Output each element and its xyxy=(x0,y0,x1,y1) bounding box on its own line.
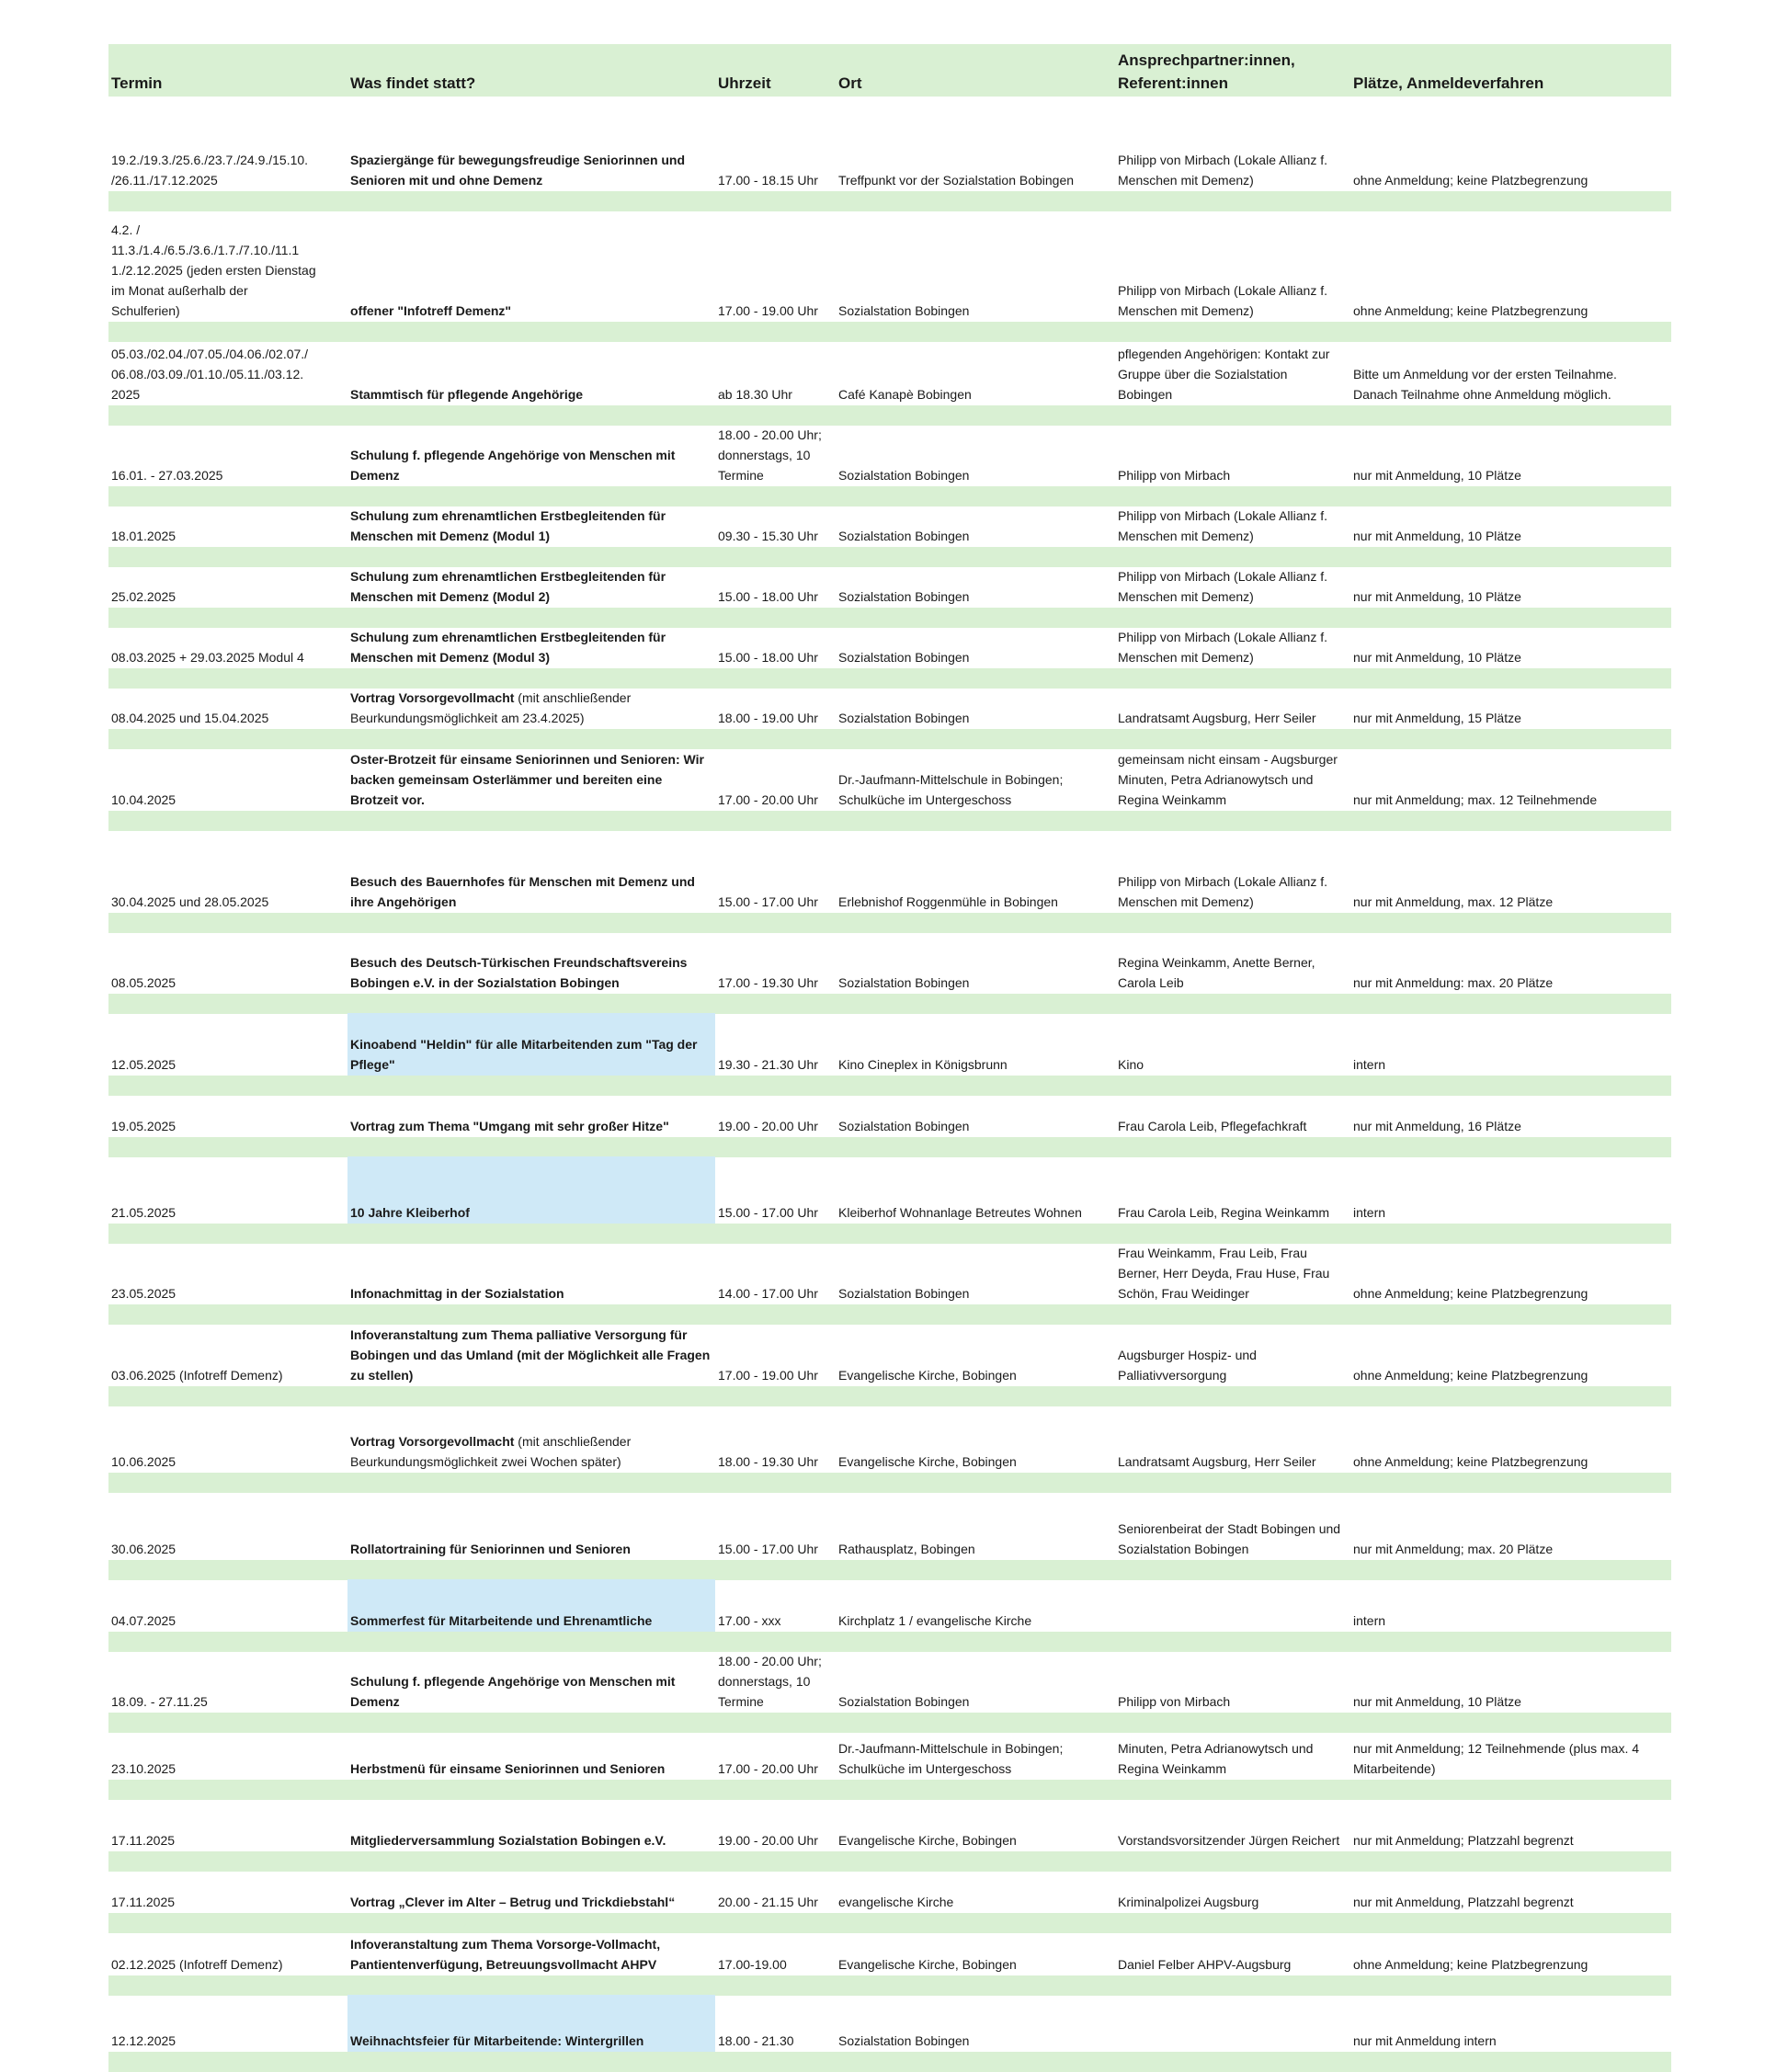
table-row xyxy=(108,1933,1671,1975)
cell-ansprech: Frau Weinkamm, Frau Leib, Frau Berner, Herr Deyda, Frau Huse, Frau Schön, Frau Weidinger xyxy=(1118,1246,1330,1301)
cell-termin: 21.05.2025 xyxy=(111,1205,176,1220)
cell-ansprech: Philipp von Mirbach xyxy=(1118,1694,1231,1709)
table-row xyxy=(108,211,1671,322)
cell-termin: 18.09. - 27.11.25 xyxy=(111,1694,208,1709)
cell-ansprech: Philipp von Mirbach (Lokale Allianz f. Menschen mit Demenz) xyxy=(1118,508,1328,543)
cell-plaetze: nur mit Anmeldung, 10 Plätze xyxy=(1353,650,1521,665)
cell-event: Oster-Brotzeit für einsame Seniorinnen und Senioren: Wir backen gemeinsam Osterlämmer und bereiten eine Brotzeit vor. xyxy=(350,752,704,807)
cell-termin: 25.02.2025 xyxy=(111,589,176,604)
row-spacer xyxy=(108,831,1671,851)
cell-termin: 16.01. - 27.03.2025 xyxy=(111,468,223,483)
table-row xyxy=(108,1800,1671,1851)
cell-ansprech: Minuten, Petra Adrianowytsch und Regina Weinkamm xyxy=(1118,1741,1314,1776)
cell-plaetze: nur mit Anmeldung: max. 20 Plätze xyxy=(1353,975,1554,990)
cell-ort: Evangelische Kirche, Bobingen xyxy=(838,1454,1017,1469)
event-title: Vortrag Vorsorgevollmacht xyxy=(350,1434,515,1449)
cell-termin: 19.05.2025 xyxy=(111,1119,176,1133)
table-body xyxy=(108,97,1671,2072)
cell-event: Kinoabend "Heldin" für alle Mitarbeitenden zum "Tag der Pflege" xyxy=(347,1013,715,1076)
cell-event: Infoveranstaltung zum Thema Vorsorge-Vollmacht, Pantientenverfügung, Betreuungsvollmacht AHPV xyxy=(350,1937,661,1972)
cell-ansprech: Frau Carola Leib, Pflegefachkraft xyxy=(1118,1119,1307,1133)
cell-event: Vortrag „Clever im Alter – Betrug und Trickdiebstahl“ xyxy=(350,1895,676,1909)
cell-ort: Rathausplatz, Bobingen xyxy=(838,1542,975,1556)
cell-event: Stammtisch für pflegende Angehörige xyxy=(350,387,584,402)
cell-ort: Erlebnishof Roggenmühle in Bobingen xyxy=(838,894,1058,909)
cell-uhrzeit: 14.00 - 17.00 Uhr xyxy=(718,1286,818,1301)
row-separator-band xyxy=(108,1137,1671,1157)
cell-plaetze: nur mit Anmeldung, 10 Plätze xyxy=(1353,1694,1521,1709)
cell-event: Rollatortraining für Seniorinnen und Senioren xyxy=(350,1542,631,1556)
row-spacer xyxy=(108,97,1671,126)
cell-event: Infoveranstaltung zum Thema palliative Versorgung für Bobingen und das Umland (mit der Möglichkeit alle Fragen zu stellen) xyxy=(350,1327,711,1383)
row-separator-band xyxy=(108,668,1671,689)
row-separator-band xyxy=(108,1632,1671,1652)
header-ansprech: Ansprechpartner:innen, Referent:innen xyxy=(1118,51,1295,92)
cell-ansprech: Philipp von Mirbach (Lokale Allianz f. Menschen mit Demenz) xyxy=(1118,283,1328,318)
row-separator-band xyxy=(108,486,1671,507)
cell-plaetze: nur mit Anmeldung intern xyxy=(1353,2033,1497,2048)
cell-plaetze: intern xyxy=(1353,1613,1386,1628)
cell-ansprech xyxy=(1115,1631,1350,1632)
cell-ort: Sozialstation Bobingen xyxy=(838,529,970,543)
cell-plaetze: nur mit Anmeldung, 10 Plätze xyxy=(1353,529,1521,543)
row-separator-band xyxy=(108,1304,1671,1325)
row-separator-band xyxy=(108,405,1671,426)
table-row xyxy=(108,1096,1671,1137)
cell-termin: 4.2. / 11.3./1.4./6.5./3.6./1.7./7.10./11.1 1./2.12.2025 (jeden ersten Dienstag im Monat außerhalb der Schulferien) xyxy=(111,222,316,318)
event-schedule-table xyxy=(108,44,1671,2072)
cell-ort: Sozialstation Bobingen xyxy=(838,303,970,318)
cell-termin: 08.04.2025 und 15.04.2025 xyxy=(111,711,269,725)
cell-uhrzeit: 17.00 - 20.00 Uhr xyxy=(718,792,818,807)
table-row xyxy=(108,1580,1671,1632)
table-row xyxy=(108,126,1671,191)
cell-uhrzeit: 18.00 - 19.00 Uhr xyxy=(718,711,818,725)
cell-ort: Sozialstation Bobingen xyxy=(838,711,970,725)
cell-ort: Evangelische Kirche, Bobingen xyxy=(838,1957,1017,1972)
table-row xyxy=(108,1014,1671,1076)
cell-uhrzeit: 17.00 - 19.00 Uhr xyxy=(718,303,818,318)
row-separator-band xyxy=(108,2052,1671,2072)
cell-uhrzeit: 15.00 - 18.00 Uhr xyxy=(718,589,818,604)
cell-ort: Sozialstation Bobingen xyxy=(838,1119,970,1133)
table-row xyxy=(108,1406,1671,1473)
cell-termin: 23.05.2025 xyxy=(111,1286,176,1301)
cell-ansprech: Seniorenbeirat der Stadt Bobingen und Sozialstation Bobingen xyxy=(1118,1521,1341,1556)
cell-ansprech: Philipp von Mirbach (Lokale Allianz f. Menschen mit Demenz) xyxy=(1118,874,1328,909)
cell-ort: Evangelische Kirche, Bobingen xyxy=(838,1833,1017,1848)
cell-plaetze: nur mit Anmeldung, 15 Plätze xyxy=(1353,711,1521,725)
table-row xyxy=(108,851,1671,913)
row-separator-band xyxy=(108,1224,1671,1244)
header-termin: Termin xyxy=(111,74,163,92)
cell-plaetze: intern xyxy=(1353,1205,1386,1220)
cell-uhrzeit: 15.00 - 17.00 Uhr xyxy=(718,1542,818,1556)
cell-plaetze: ohne Anmeldung; keine Platzbegrenzung xyxy=(1353,303,1588,318)
cell-ansprech: Frau Carola Leib, Regina Weinkamm xyxy=(1118,1205,1330,1220)
row-separator-band xyxy=(108,1560,1671,1580)
cell-termin: 18.01.2025 xyxy=(111,529,176,543)
row-separator-band xyxy=(108,1780,1671,1800)
table-row xyxy=(108,689,1671,729)
cell-ort: Sozialstation Bobingen xyxy=(838,650,970,665)
cell-ort: Sozialstation Bobingen xyxy=(838,975,970,990)
cell-termin: 10.06.2025 xyxy=(111,1454,176,1469)
cell-uhrzeit: 17.00 - 19.00 Uhr xyxy=(718,1368,818,1383)
cell-ort: Sozialstation Bobingen xyxy=(838,468,970,483)
cell-ansprech: Vorstandsvorsitzender Jürgen Reichert xyxy=(1118,1833,1340,1848)
cell-uhrzeit: 15.00 - 17.00 Uhr xyxy=(718,894,818,909)
cell-termin: 08.03.2025 + 29.03.2025 Modul 4 xyxy=(111,650,304,665)
cell-ort: Sozialstation Bobingen xyxy=(838,589,970,604)
cell-uhrzeit: 17.00-19.00 xyxy=(718,1957,787,1972)
cell-event: Sommerfest für Mitarbeitende und Ehrenamtliche xyxy=(347,1579,715,1632)
cell-plaetze: nur mit Anmeldung; max. 12 Teilnehmende xyxy=(1353,792,1598,807)
row-separator-band xyxy=(108,1386,1671,1406)
cell-event: Besuch des Deutsch-Türkischen Freundschaftsvereins Bobingen e.V. in der Sozialstation Bobingen xyxy=(350,955,688,990)
cell-event: Herbstmenü für einsame Seniorinnen und Senioren xyxy=(350,1761,666,1776)
cell-uhrzeit: 18.00 - 19.30 Uhr xyxy=(718,1454,818,1469)
row-separator-band xyxy=(108,322,1671,342)
cell-termin: 30.04.2025 und 28.05.2025 xyxy=(111,894,269,909)
cell-ort: Kirchplatz 1 / evangelische Kirche xyxy=(838,1613,1032,1628)
cell-ort: Sozialstation Bobingen xyxy=(838,1694,970,1709)
cell-termin: 02.12.2025 (Infotreff Demenz) xyxy=(111,1957,283,1972)
cell-ansprech: Augsburger Hospiz- und Palliativversorgung xyxy=(1118,1348,1257,1383)
cell-ort: Evangelische Kirche, Bobingen xyxy=(838,1368,1017,1383)
table-row xyxy=(108,1325,1671,1386)
cell-event xyxy=(347,688,715,729)
cell-uhrzeit: 19.00 - 20.00 Uhr xyxy=(718,1833,818,1848)
cell-event: 10 Jahre Kleiberhof xyxy=(347,1156,715,1224)
header-ort: Ort xyxy=(838,74,862,92)
cell-plaetze: nur mit Anmeldung; max. 20 Plätze xyxy=(1353,1542,1554,1556)
cell-event: Schulung zum ehrenamtlichen Erstbegleitenden für Menschen mit Demenz (Modul 1) xyxy=(350,508,666,543)
table-row xyxy=(108,1157,1671,1224)
event-note: (mit anschließender Beurkundungsmöglichkeit am 23.4.2025) xyxy=(350,690,632,725)
cell-uhrzeit: 17.00 - xxx xyxy=(718,1613,781,1628)
cell-event: Schulung zum ehrenamtlichen Erstbegleitenden für Menschen mit Demenz (Modul 2) xyxy=(350,569,666,604)
cell-uhrzeit: 19.30 - 21.30 Uhr xyxy=(718,1057,818,1072)
cell-plaetze: nur mit Anmeldung; 12 Teilnehmende (plus max. 4 Mitarbeitende) xyxy=(1353,1741,1640,1776)
cell-termin: 30.06.2025 xyxy=(111,1542,176,1556)
cell-uhrzeit: 17.00 - 19.30 Uhr xyxy=(718,975,818,990)
table-row xyxy=(108,1733,1671,1780)
cell-termin: 03.06.2025 (Infotreff Demenz) xyxy=(111,1368,283,1383)
cell-plaetze: Bitte um Anmeldung vor der ersten Teilnahme. Danach Teilnahme ohne Anmeldung möglich. xyxy=(1353,367,1617,402)
cell-ansprech: pflegenden Angehörigen: Kontakt zur Gruppe über die Sozialstation Bobingen xyxy=(1118,347,1330,402)
cell-ansprech xyxy=(1115,2051,1350,2052)
row-separator-band xyxy=(108,547,1671,567)
cell-ort: Sozialstation Bobingen xyxy=(838,2033,970,2048)
cell-termin: 05.03./02.04./07.05./04.06./02.07./ 06.08./03.09./01.10./05.11./03.12. 2025 xyxy=(111,347,309,402)
cell-termin: 17.11.2025 xyxy=(111,1833,176,1848)
cell-ansprech: Philipp von Mirbach (Lokale Allianz f. Menschen mit Demenz) xyxy=(1118,569,1328,604)
table-row xyxy=(108,1244,1671,1304)
cell-plaetze: nur mit Anmeldung, 10 Plätze xyxy=(1353,468,1521,483)
row-separator-band xyxy=(108,1713,1671,1733)
cell-ort: evangelische Kirche xyxy=(838,1895,954,1909)
row-separator-band xyxy=(108,1975,1671,1996)
cell-event: Vortrag zum Thema "Umgang mit sehr großer Hitze" xyxy=(350,1119,669,1133)
table-row xyxy=(108,507,1671,547)
cell-ort: Kino Cineplex in Königsbrunn xyxy=(838,1057,1008,1072)
table-row xyxy=(108,1493,1671,1560)
cell-plaetze: ohne Anmeldung; keine Platzbegrenzung xyxy=(1353,1957,1588,1972)
table-row xyxy=(108,1996,1671,2052)
row-separator-band xyxy=(108,1851,1671,1872)
cell-termin: 08.05.2025 xyxy=(111,975,176,990)
cell-event: Schulung f. pflegende Angehörige von Menschen mit Demenz xyxy=(350,1674,676,1709)
cell-uhrzeit: 15.00 - 18.00 Uhr xyxy=(718,650,818,665)
cell-ansprech: Kino xyxy=(1118,1057,1144,1072)
header-uhrzeit: Uhrzeit xyxy=(718,74,771,92)
cell-ansprech: Daniel Felber AHPV-Augsburg xyxy=(1118,1957,1292,1972)
table-row xyxy=(108,1872,1671,1913)
cell-plaetze: ohne Anmeldung; keine Platzbegrenzung xyxy=(1353,1454,1588,1469)
cell-ansprech: Landratsamt Augsburg, Herr Seiler xyxy=(1118,711,1316,725)
table-row xyxy=(108,567,1671,608)
cell-uhrzeit: 15.00 - 17.00 Uhr xyxy=(718,1205,818,1220)
event-note: (mit anschließender Beurkundungsmöglichkeit zwei Wochen später) xyxy=(350,1434,632,1469)
event-title: Vortrag Vorsorgevollmacht xyxy=(350,690,515,705)
row-separator-band xyxy=(108,994,1671,1014)
cell-uhrzeit: 17.00 - 20.00 Uhr xyxy=(718,1761,818,1776)
cell-event: Mitgliederversammlung Sozialstation Bobingen e.V. xyxy=(350,1833,666,1848)
table-row xyxy=(108,426,1671,486)
cell-event: Spaziergänge für bewegungsfreudige Seniorinnen und Senioren mit und ohne Demenz xyxy=(350,153,686,188)
table-row xyxy=(108,628,1671,668)
cell-ansprech: Philipp von Mirbach (Lokale Allianz f. Menschen mit Demenz) xyxy=(1118,153,1328,188)
row-separator-band xyxy=(108,191,1671,211)
cell-ansprech: Philipp von Mirbach (Lokale Allianz f. Menschen mit Demenz) xyxy=(1118,630,1328,665)
cell-uhrzeit: ab 18.30 Uhr xyxy=(718,387,792,402)
cell-event xyxy=(347,1431,715,1473)
cell-uhrzeit: 20.00 - 21.15 Uhr xyxy=(718,1895,818,1909)
row-separator-band xyxy=(108,1076,1671,1096)
row-separator-band xyxy=(108,913,1671,933)
cell-event: Weihnachtsfeier für Mitarbeitende: Wintergrillen xyxy=(347,1995,715,2052)
cell-plaetze: nur mit Anmeldung, max. 12 Plätze xyxy=(1353,894,1554,909)
table-header-row xyxy=(108,44,1671,97)
cell-ansprech: Landratsamt Augsburg, Herr Seiler xyxy=(1118,1454,1316,1469)
cell-ansprech: Regina Weinkamm, Anette Berner, Carola Leib xyxy=(1118,955,1315,990)
cell-ansprech: gemeinsam nicht einsam - Augsburger Minuten, Petra Adrianowytsch und Regina Weinkamm xyxy=(1118,752,1338,807)
cell-termin: 12.12.2025 xyxy=(111,2033,176,2048)
cell-ansprech: Kriminalpolizei Augsburg xyxy=(1118,1895,1259,1909)
cell-event: Schulung f. pflegende Angehörige von Menschen mit Demenz xyxy=(350,448,676,483)
cell-ort: Sozialstation Bobingen xyxy=(838,1286,970,1301)
cell-uhrzeit: 18.00 - 20.00 Uhr; donnerstags, 10 Termine xyxy=(718,1654,822,1709)
cell-plaetze: ohne Anmeldung; keine Platzbegrenzung xyxy=(1353,173,1588,188)
row-separator-band xyxy=(108,1473,1671,1493)
cell-ort: Dr.-Jaufmann-Mittelschule in Bobingen; Schulküche im Untergeschoss xyxy=(838,772,1064,807)
cell-termin: 17.11.2025 xyxy=(111,1895,176,1909)
cell-plaetze: nur mit Anmeldung; Platzzahl begrenzt xyxy=(1353,1833,1574,1848)
cell-plaetze: nur mit Anmeldung, 10 Plätze xyxy=(1353,589,1521,604)
cell-event: Schulung zum ehrenamtlichen Erstbegleitenden für Menschen mit Demenz (Modul 3) xyxy=(350,630,666,665)
row-separator-band xyxy=(108,1913,1671,1933)
cell-plaetze: ohne Anmeldung; keine Platzbegrenzung xyxy=(1353,1286,1588,1301)
cell-ort: Dr.-Jaufmann-Mittelschule in Bobingen; Schulküche im Untergeschoss xyxy=(838,1741,1064,1776)
cell-ansprech: Philipp von Mirbach xyxy=(1118,468,1231,483)
cell-termin: 10.04.2025 xyxy=(111,792,176,807)
row-separator-band xyxy=(108,729,1671,749)
table-row xyxy=(108,1652,1671,1713)
cell-termin: 23.10.2025 xyxy=(111,1761,176,1776)
cell-event: Infonachmittag in der Sozialstation xyxy=(350,1286,564,1301)
row-separator-band xyxy=(108,608,1671,628)
table-row xyxy=(108,749,1671,811)
cell-event: Besuch des Bauernhofes für Menschen mit Demenz und ihre Angehörigen xyxy=(350,874,695,909)
cell-termin: 19.2./19.3./25.6./23.7./24.9./15.10. /26.11./17.12.2025 xyxy=(111,153,309,188)
cell-plaetze: nur mit Anmeldung, Platzzahl begrenzt xyxy=(1353,1895,1574,1909)
cell-termin: 12.05.2025 xyxy=(111,1057,176,1072)
cell-plaetze: ohne Anmeldung; keine Platzbegrenzung xyxy=(1353,1368,1588,1383)
table-row xyxy=(108,933,1671,994)
cell-plaetze: intern xyxy=(1353,1057,1386,1072)
cell-ort: Kleiberhof Wohnanlage Betreutes Wohnen xyxy=(838,1205,1082,1220)
table-row xyxy=(108,342,1671,405)
cell-uhrzeit: 18.00 - 21.30 xyxy=(718,2033,794,2048)
cell-plaetze: nur mit Anmeldung, 16 Plätze xyxy=(1353,1119,1521,1133)
header-was: Was findet statt? xyxy=(350,74,476,92)
cell-ort: Café Kanapè Bobingen xyxy=(838,387,972,402)
cell-uhrzeit: 18.00 - 20.00 Uhr; donnerstags, 10 Termine xyxy=(718,427,822,483)
cell-uhrzeit: 19.00 - 20.00 Uhr xyxy=(718,1119,818,1133)
row-separator-band xyxy=(108,811,1671,831)
header-plaetze: Plätze, Anmeldeverfahren xyxy=(1353,74,1544,92)
cell-ort: Treffpunkt vor der Sozialstation Bobingen xyxy=(838,173,1075,188)
cell-event: offener "Infotreff Demenz" xyxy=(350,303,512,318)
cell-uhrzeit: 17.00 - 18.15 Uhr xyxy=(718,173,818,188)
cell-termin: 04.07.2025 xyxy=(111,1613,176,1628)
cell-uhrzeit: 09.30 - 15.30 Uhr xyxy=(718,529,818,543)
